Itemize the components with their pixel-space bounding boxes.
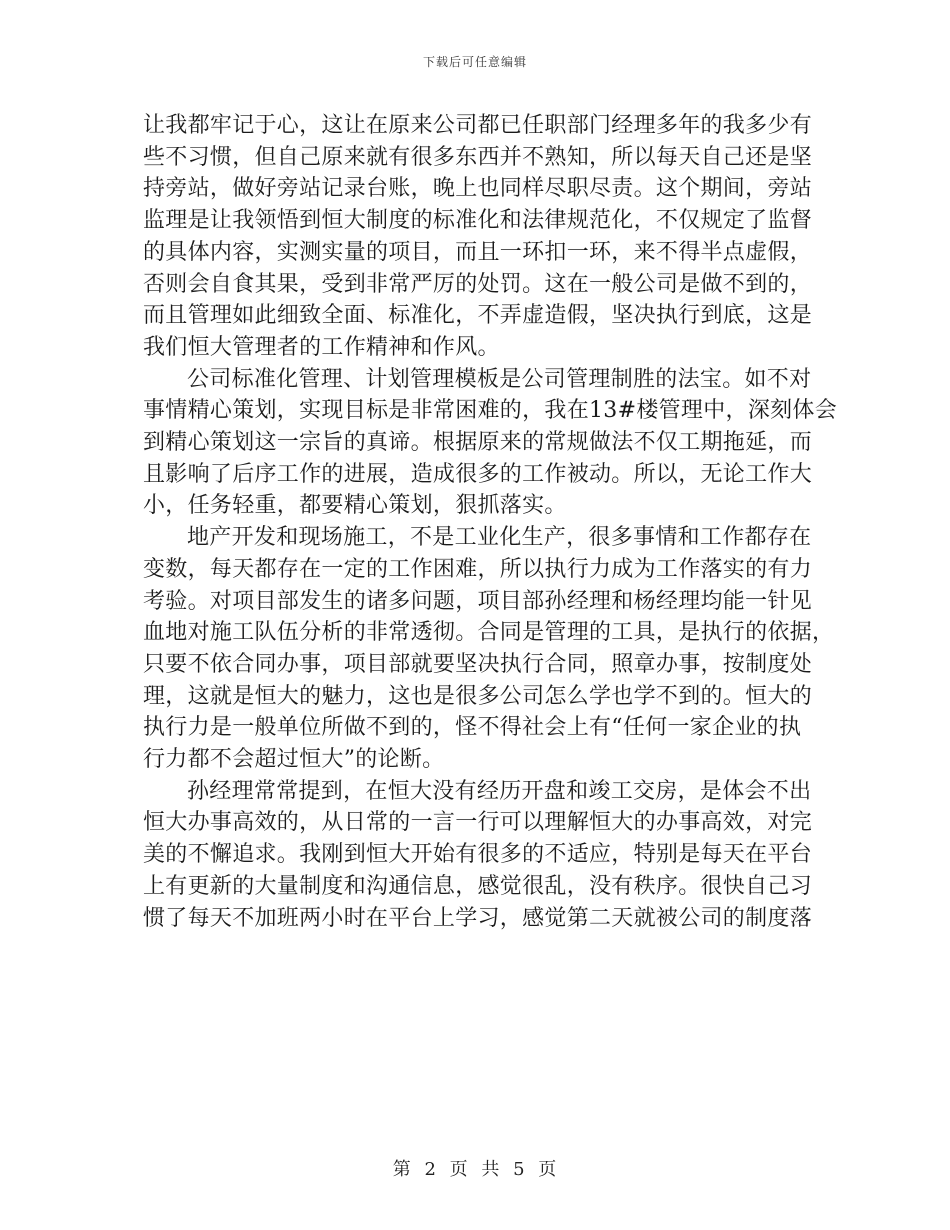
body-text bbox=[143, 110, 838, 934]
text-line: 监理是让我领悟到恒大制度的标准化和法律规范化，不仅规定了监督 bbox=[143, 208, 813, 234]
text-line: 理，这就是恒大的魅力，这也是很多公司怎么学也学不到的。恒大的 bbox=[143, 683, 813, 709]
footer-total-pages: 5 bbox=[513, 1159, 526, 1180]
footer-page-word: 页 bbox=[449, 1159, 469, 1180]
text-line: 上有更新的大量制度和沟通信息，感觉很乱，没有秩序。很快自己习 bbox=[143, 873, 813, 899]
footer-current-page: 2 bbox=[424, 1159, 437, 1180]
text-line: 否则会自食其果，受到非常严厉的处罚。这在一般公司是做不到的， bbox=[143, 271, 813, 297]
text-line: 执行力是一般单位所做不到的，怪不得社会上有“任何一家企业的执 bbox=[143, 715, 802, 741]
text-line: 公司标准化管理、计划管理模板是公司管理制胜的法宝。如不对 bbox=[187, 366, 812, 392]
text-line: 我们恒大管理者的工作精神和作风。 bbox=[143, 334, 500, 360]
text-line: 只要不依合同办事，项目部就要坚决执行合同，照章办事，按制度处 bbox=[143, 651, 813, 677]
text-line: 且影响了后序工作的进展，造成很多的工作被动。所以，无论工作大 bbox=[143, 461, 813, 487]
text-line: 美的不懈追求。我刚到恒大开始有很多的不适应，特别是每天在平台 bbox=[143, 842, 813, 868]
text-line: 些不习惯，但自己原来就有很多东西并不熟知，所以每天自己还是坚 bbox=[143, 144, 813, 170]
text-line: 惯了每天不加班两小时在平台上学习，感觉第二天就被公司的制度落 bbox=[143, 905, 813, 931]
text-line: 考验。对项目部发生的诸多问题，项目部孙经理和杨经理均能一针见 bbox=[143, 588, 813, 614]
text-line: 事情精心策划，实现目标是非常困难的，我在13#楼管理中，深刻体会 bbox=[143, 398, 838, 424]
page-footer bbox=[0, 1155, 950, 1181]
text-line: 行力都不会超过恒大”的论断。 bbox=[143, 747, 445, 773]
text-line: 而且管理如此细致全面、标准化，不弄虚造假，坚决执行到底，这是 bbox=[143, 303, 813, 329]
page-header: 下载后可任意编辑 bbox=[422, 55, 527, 69]
text-line: 孙经理常常提到，在恒大没有经历开盘和竣工交房，是体会不出 bbox=[187, 778, 812, 804]
text-line: 恒大办事高效的，从日常的一言一行可以理解恒大的办事高效，对完 bbox=[143, 810, 813, 836]
footer-suffix: 页 bbox=[538, 1159, 558, 1180]
text-line: 的具体内容，实测实量的项目，而且一环扣一环，来不得半点虚假， bbox=[143, 239, 813, 265]
text-line: 血地对施工队伍分析的非常透彻。合同是管理的工具，是执行的依据， bbox=[143, 620, 835, 646]
text-line: 变数，每天都存在一定的工作困难，所以执行力成为工作落实的有力 bbox=[143, 556, 813, 582]
footer-of: 共 bbox=[481, 1159, 501, 1180]
text-line: 地产开发和现场施工，不是工业化生产，很多事情和工作都存在 bbox=[187, 525, 812, 551]
text-line: 让我都牢记于心，这让在原来公司都已任职部门经理多年的我多少有 bbox=[143, 113, 813, 138]
text-line: 持旁站，做好旁站记录台账，晚上也同样尽职尽责。这个期间，旁站 bbox=[143, 176, 813, 202]
text-line: 小，任务轻重，都要精心策划，狠抓落实。 bbox=[143, 493, 567, 519]
footer-prefix: 第 bbox=[392, 1159, 412, 1180]
text-line: 到精心策划这一宗旨的真谛。根据原来的常规做法不仅工期拖延，而 bbox=[143, 430, 813, 456]
